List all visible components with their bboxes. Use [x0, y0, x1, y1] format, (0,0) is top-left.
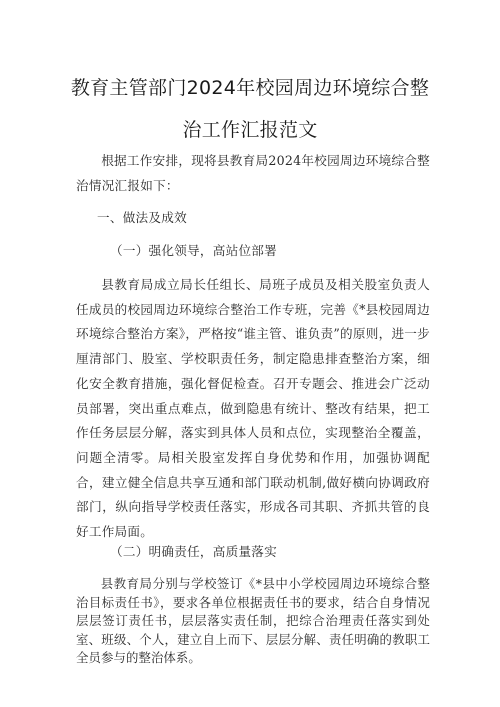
subsection-heading-2: （二）明确责任，高质量落实 [110, 544, 277, 559]
subsection-2-paragraph: 县教育局分别与学校签订《*县中小学校园周边环境综合整治目标责任书》，要求各单位根据责任书的要求，结合自身情况层层签订责任书，层层落实责任制，把综合治理责任落实到处室、班级、个人，建立自上而下、层层分解、责任明确的教职工全员参与的整治体系。 [76, 576, 430, 665]
subsection-1-paragraph: 县教育局成立局长任组长、局班子成员及相关股室负责人任成员的校园周边环境综合整治工作专班，完善《*县校园周边环境综合整治方案》，严格按“谁主管、谁负责”的原则，进一步厘清部门、股室、学校职责任务，制定隐患排查整治方案，细化安全教育措施，强化督促检查。召开专题会、推进会广泛动员部署，突出重点难点，做到隐患有统计、整改有结果，把工作任务层层分解，落实到具体人员和点位，实现整治全覆盖，问题全清零。局相关股室发挥自身优势和作用，加强协调配合，建立健全信息共享互通和部门联动机制,做好横向协调政府部门，纵向指导学校责任落实，形成各司其职、齐抓共管的良好工作局面。 [76, 277, 430, 540]
subsection-heading-1: （一）强化领导，高站位部署 [110, 243, 277, 258]
document-title-line-1: 教育主管部门2024年校园周边环境综合整 [70, 77, 430, 99]
section-heading-1: 一、做法及成效 [97, 210, 187, 225]
document-title-line-2: 治工作汇报范文 [182, 119, 318, 141]
intro-paragraph: 根据工作安排，现将县教育局2024年校园周边环境综合整治情况汇报如下： [76, 153, 430, 193]
